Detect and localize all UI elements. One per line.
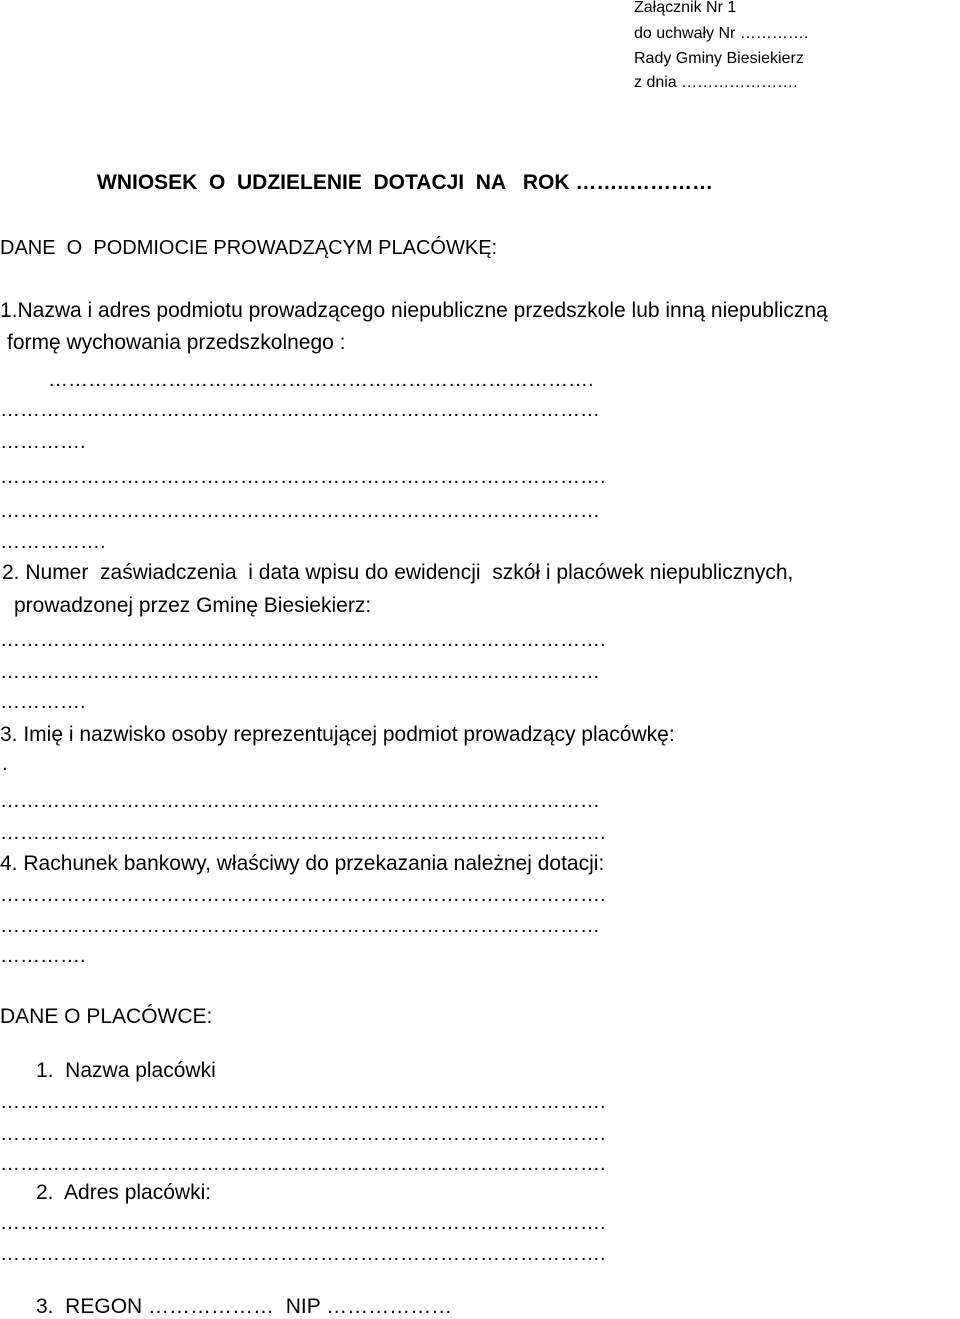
regon-nip-line: 3. REGON ……………… NIP ……………… [36, 1295, 453, 1318]
fill-dot[interactable]: . [2, 753, 8, 775]
fill-line[interactable]: …………. [0, 431, 86, 453]
fill-line[interactable]: ………………………………………………………………………………. [0, 466, 606, 488]
fill-line[interactable]: ……………………………………………………………………………… [0, 915, 600, 937]
fill-line[interactable]: ………………………………………………………………………………. [0, 1212, 606, 1234]
section-heading-operator: DANE O PODMIOCIE PROWADZĄCYM PLACÓWKĘ: [0, 237, 498, 259]
item-2-label-cont: prowadzonej przez Gminę Biesiekierz: [14, 594, 372, 617]
facility-name-label: 1. Nazwa placówki [36, 1059, 216, 1082]
form-title: WNIOSEK O UDZIELENIE DOTACJI NA ROK ……..………… [97, 171, 714, 194]
fill-line[interactable]: ……………………………………………………………………………… [0, 661, 600, 683]
fill-line[interactable]: ………………………………………………………………………………. [0, 1243, 606, 1265]
section-heading-facility: DANE O PLACÓWCE: [0, 1005, 213, 1028]
fill-line[interactable]: ………………………………………………………………………………. [0, 822, 606, 844]
fill-line[interactable]: …………. [0, 691, 86, 713]
resolution-date: z dnia …………………. [634, 74, 798, 91]
fill-line[interactable]: ………………………………………………………………………………. [0, 1153, 606, 1175]
fill-line[interactable]: ……………………………………………………………………………… [0, 790, 600, 812]
fill-line[interactable]: ………………………………………………………………………………. [0, 1123, 606, 1145]
fill-line[interactable]: ……………. [0, 531, 106, 553]
fill-line[interactable]: …………. [0, 945, 86, 967]
fill-line[interactable]: ………………………………………………………………………………. [0, 1091, 606, 1113]
item-3-label: 3. Imię i nazwisko osoby reprezentującej podmiot prowadzący placówkę: [0, 723, 675, 746]
fill-line[interactable]: ………………………………………………………………………. [48, 369, 594, 391]
fill-line[interactable]: ………………………………………………………………………………. [0, 884, 606, 906]
fill-line[interactable]: ……………………………………………………………………………… [0, 500, 600, 522]
item-4-label: 4. Rachunek bankowy, właściwy do przekazania należnej dotacji: [0, 852, 605, 875]
resolution-number: do uchwały Nr …………. [634, 25, 809, 42]
attachment-number: Załącznik Nr 1 [634, 0, 737, 16]
fill-line[interactable]: ………………………………………………………………………………. [0, 629, 606, 651]
facility-address-label: 2. Adres placówki: [36, 1181, 212, 1204]
council-name: Rady Gminy Biesiekierz [634, 50, 804, 67]
item-1-label-cont: formę wychowania przedszkolnego : [7, 331, 346, 354]
item-1-label: 1.Nazwa i adres podmiotu prowadzącego niepubliczne przedszkole lub inną niepubliczną [0, 299, 828, 322]
item-2-label: 2. Numer zaświadczenia i data wpisu do ewidencji szkół i placówek niepublicznych, [2, 561, 794, 584]
fill-line[interactable]: ……………………………………………………………………………… [0, 399, 600, 421]
